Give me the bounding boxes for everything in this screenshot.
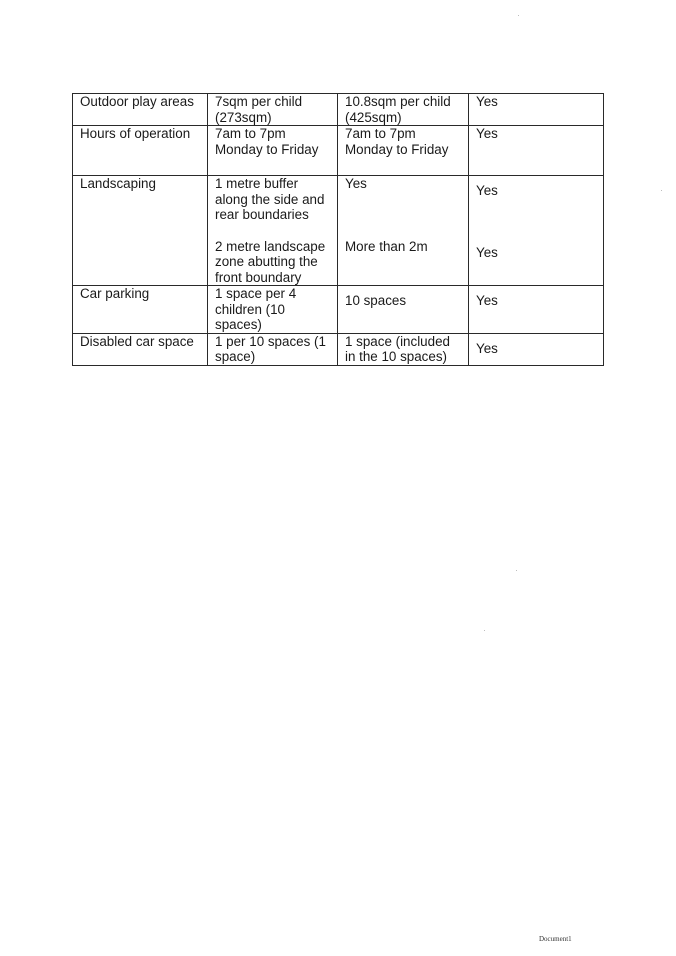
table-row-hours-of-operation — [73, 126, 604, 176]
requirement-cell — [208, 286, 338, 334]
proposed-line: 7am to 7pm — [345, 126, 416, 141]
requirement-line: along the side and — [215, 191, 325, 207]
complies-value: Yes — [476, 244, 498, 260]
scan-speck — [484, 630, 485, 631]
row-label-cell — [73, 94, 208, 126]
complies-value: Yes — [476, 340, 498, 356]
proposed-value: Yes — [345, 176, 367, 191]
row-label-cell — [73, 126, 208, 176]
complies-cell — [469, 286, 604, 334]
proposed-line: 10.8sqm per child — [345, 94, 451, 109]
requirement-line: Monday to Friday — [215, 141, 319, 157]
complies-value: Yes — [476, 94, 498, 109]
proposed-line: (425sqm) — [345, 109, 402, 125]
requirement-line: 2 metre landscape — [215, 238, 326, 254]
requirement-line: 1 space per 4 — [215, 286, 297, 301]
row-label-cell — [73, 286, 208, 334]
requirement-cell — [208, 94, 338, 126]
row-label: Disabled car space — [80, 333, 194, 349]
proposed-line: Monday to Friday — [345, 141, 449, 157]
proposed-line: 1 space (included — [345, 333, 450, 349]
table-row-car-parking — [73, 286, 604, 334]
scan-speck — [516, 570, 517, 571]
requirement-cell — [208, 333, 338, 365]
compliance-table — [72, 93, 604, 366]
requirement-line: space) — [215, 349, 256, 364]
requirement-line: 7sqm per child — [215, 94, 303, 109]
complies-value: Yes — [476, 293, 498, 308]
complies-cell — [469, 126, 604, 176]
requirement-line: spaces) — [215, 317, 262, 332]
proposed-line: in the 10 spaces) — [345, 349, 447, 364]
table-row-disabled-car-space — [73, 333, 604, 365]
proposed-cell — [338, 94, 469, 126]
requirement-line: zone abutting the — [215, 254, 318, 269]
requirement-line: children (10 — [215, 301, 285, 317]
complies-value: Yes — [476, 183, 498, 198]
row-label: Car parking — [80, 286, 150, 301]
scan-speck — [661, 190, 662, 191]
requirement-line: 1 per 10 spaces (1 — [215, 333, 326, 349]
complies-cell — [469, 94, 604, 126]
requirement-line: rear boundaries — [215, 207, 309, 222]
proposed-cell — [338, 333, 469, 365]
requirement-cell — [208, 176, 338, 286]
requirement-line: 1 metre buffer — [215, 176, 299, 191]
row-label: Hours of operation — [80, 126, 191, 141]
requirement-line: 7am to 7pm — [215, 126, 286, 141]
table-row-outdoor-play-areas — [73, 94, 604, 126]
complies-value: Yes — [476, 126, 498, 141]
requirement-line: front boundary — [215, 269, 302, 285]
row-label-cell — [73, 176, 208, 286]
complies-cell — [469, 333, 604, 365]
row-label-cell — [73, 333, 208, 365]
table-row-landscaping — [73, 176, 604, 286]
requirement-line: (273sqm) — [215, 109, 272, 125]
row-label: Outdoor play areas — [80, 94, 194, 109]
proposed-value: 10 spaces — [345, 293, 407, 308]
scan-speck — [518, 15, 519, 16]
document-footer-label: Document1 — [539, 935, 572, 943]
proposed-cell — [338, 126, 469, 176]
requirement-cell — [208, 126, 338, 176]
proposed-cell — [338, 176, 469, 286]
proposed-cell — [338, 286, 469, 334]
proposed-value: More than 2m — [345, 238, 428, 254]
row-label: Landscaping — [80, 176, 156, 191]
complies-cell — [469, 176, 604, 286]
